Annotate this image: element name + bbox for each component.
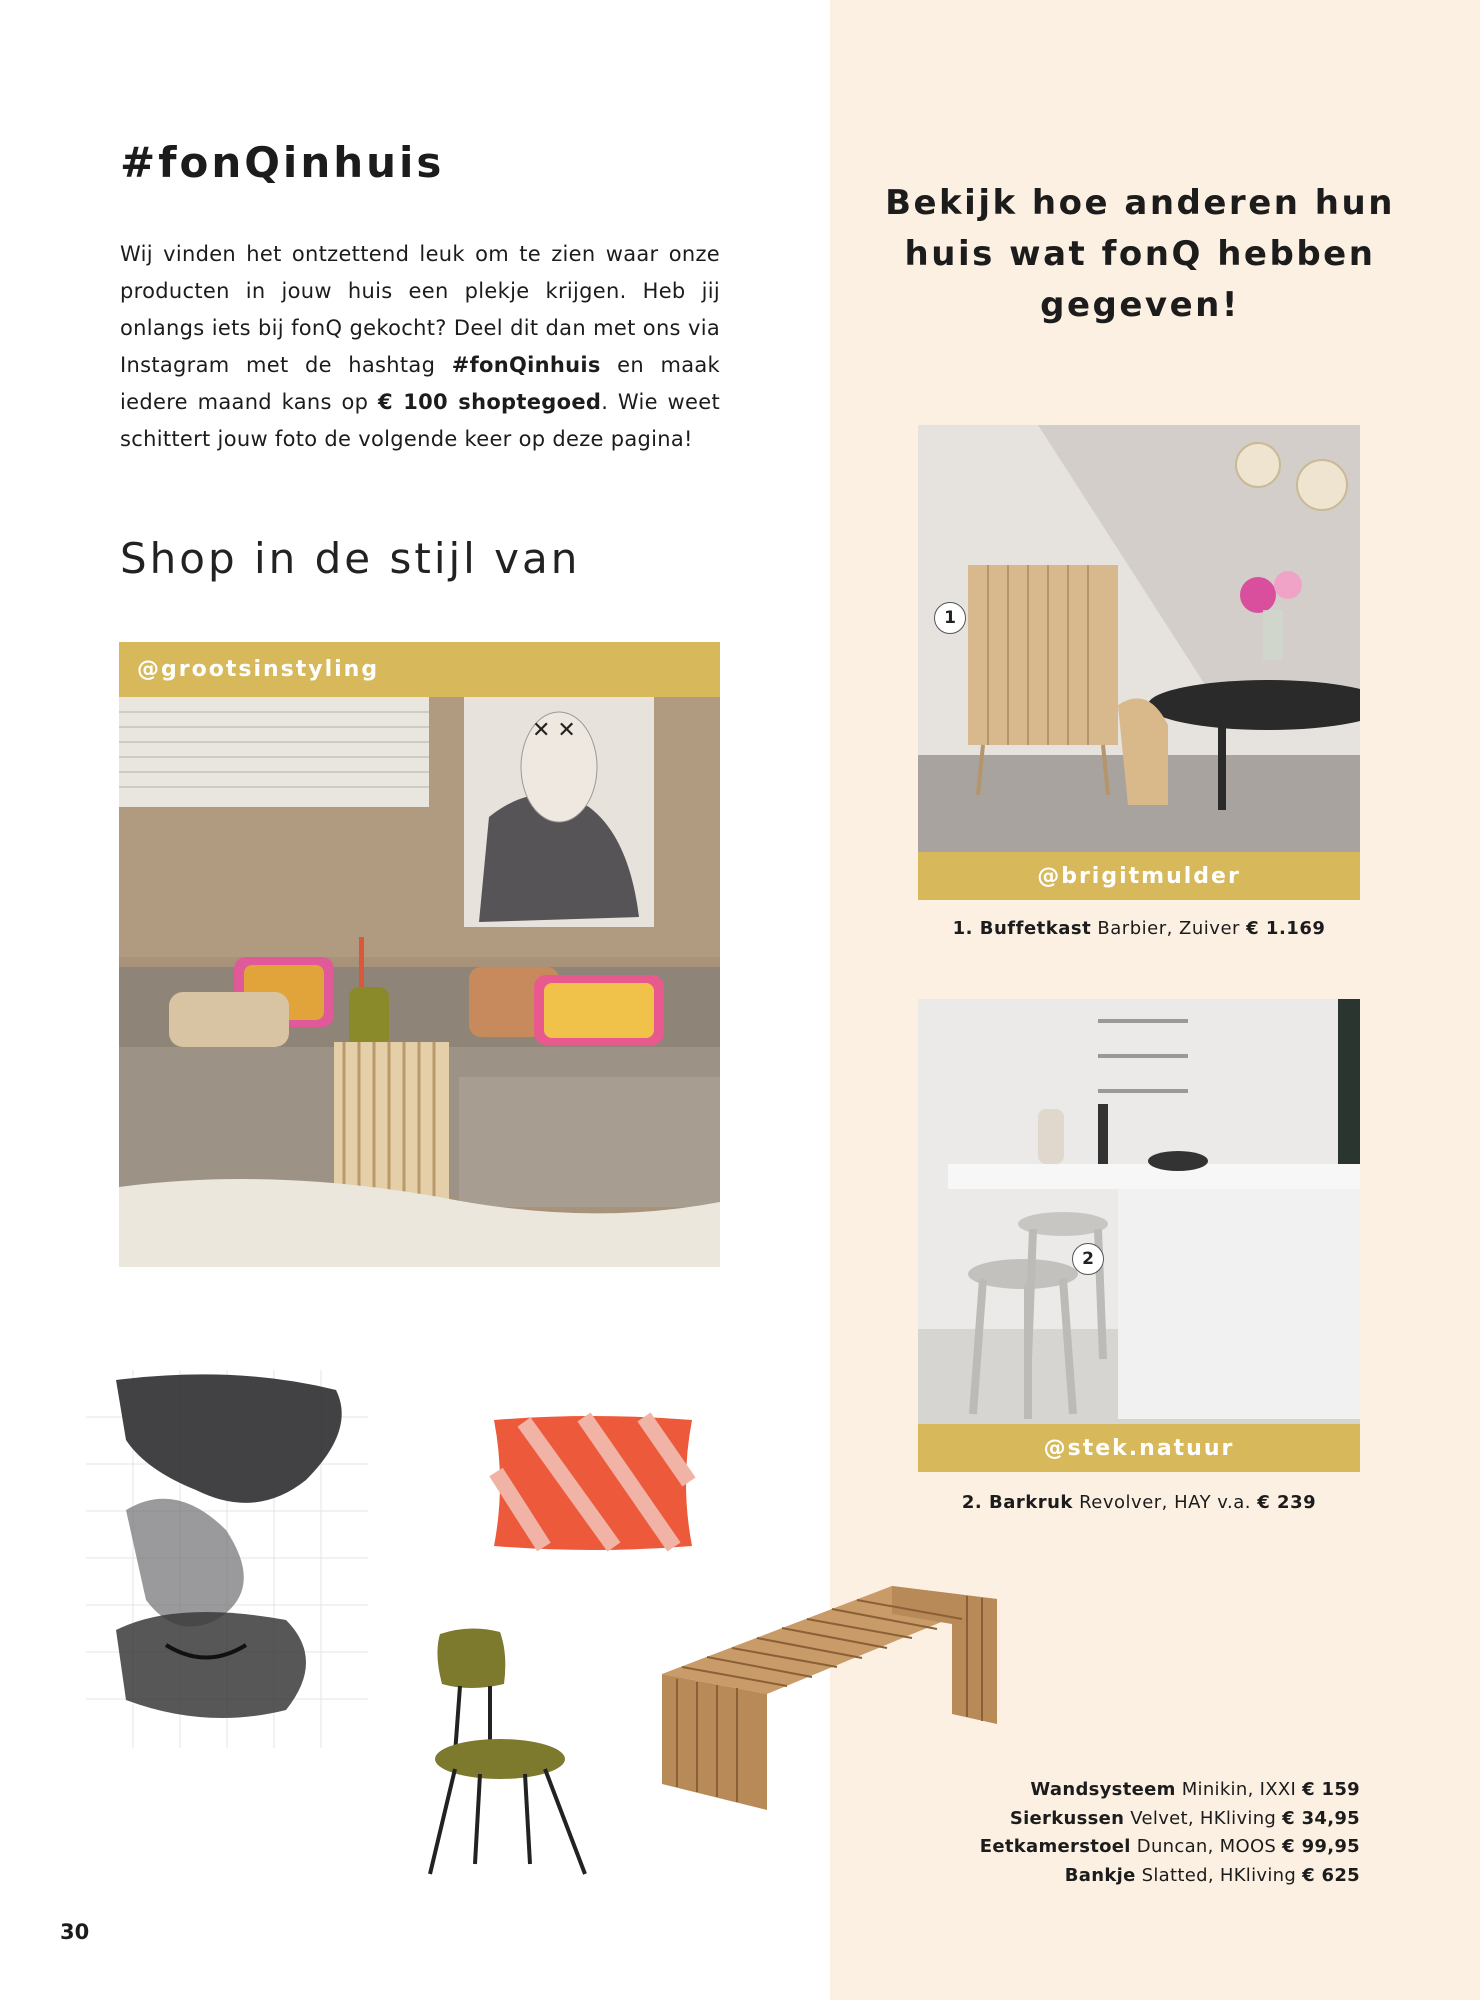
intro-paragraph xyxy=(120,236,720,458)
page-title: #fonQinhuis xyxy=(120,138,445,187)
credit-product-name: Sierkussen xyxy=(1009,1807,1125,1829)
post-1-caption-detail: Barbier, Zuiver xyxy=(1091,918,1247,939)
credit-line xyxy=(980,1805,1360,1834)
post-1-handle[interactable]: @brigitmulder xyxy=(1037,863,1241,889)
intro-hashtag: #fonQinhuis xyxy=(451,353,601,377)
intro-prize: € 100 shoptegoed xyxy=(377,390,602,414)
credit-product-price: € 34,95 xyxy=(1282,1807,1360,1829)
post-2-caption xyxy=(918,1492,1360,1513)
credit-line xyxy=(980,1833,1360,1862)
right-panel-heading: Bekijk hoe anderen hun huis wat fonQ hebben gegeven! xyxy=(885,183,1395,325)
credit-product-detail: Velvet, HKliving xyxy=(1124,1807,1283,1829)
bench-product xyxy=(652,1584,1002,1810)
credit-product-price: € 99,95 xyxy=(1282,1836,1360,1857)
instagram-handle[interactable]: @grootsinstyling xyxy=(137,657,380,682)
product-credits xyxy=(980,1776,1360,1890)
credit-product-detail: Duncan, MOOS xyxy=(1130,1836,1283,1857)
credit-product-detail: Minikin, IXXI xyxy=(1175,1779,1303,1800)
page-number: 30 xyxy=(60,1920,90,1944)
credit-product-name: Wandsysteem xyxy=(1030,1779,1176,1800)
post-2-caption-product: 2. Barkruk xyxy=(961,1492,1073,1513)
svg-text:✕ ✕: ✕ ✕ xyxy=(532,718,576,743)
credit-product-name: Bankje xyxy=(1064,1864,1136,1886)
post-1-caption-price: € 1.169 xyxy=(1246,918,1326,939)
credit-product-name: Eetkamerstoel xyxy=(979,1836,1131,1857)
post-2-caption-detail: Revolver, HAY v.a. xyxy=(1072,1492,1258,1513)
shop-heading: Shop in de stijl van xyxy=(120,534,581,583)
credit-line xyxy=(980,1862,1360,1891)
intro-text-1: Wij vinden het ontzettend leuk om te zien waar onze producten in jouw huis een plekje krijgen. Heb jij onlangs iets bij fonQ gekocht? Deel dit dan met ons via Instagram met de hashtag xyxy=(120,242,720,377)
post-1-handle-bar xyxy=(918,852,1360,900)
post-1-photo xyxy=(918,425,1360,852)
post-2-caption-price: € 239 xyxy=(1257,1492,1317,1513)
post-2-photo xyxy=(918,999,1360,1424)
living-room-photo xyxy=(119,697,720,1267)
intro-text-3: . Wie weet schittert jouw foto de volgende keer op deze pagina! xyxy=(120,390,720,451)
credit-product-price: € 625 xyxy=(1302,1864,1360,1886)
post-2-handle-bar xyxy=(918,1424,1360,1472)
credit-line xyxy=(980,1776,1360,1805)
instagram-handle-bar xyxy=(119,642,720,697)
post-1-badge[interactable]: 1 xyxy=(934,602,966,634)
dining-chair-product xyxy=(420,1624,596,1880)
credit-product-price: € 159 xyxy=(1302,1779,1360,1800)
cushion-product xyxy=(484,1412,702,1554)
post-2-badge[interactable]: 2 xyxy=(1072,1243,1104,1275)
post-1-caption-product: 1. Buffetkast xyxy=(952,918,1092,939)
post-2-handle[interactable]: @stek.natuur xyxy=(1043,1435,1235,1461)
wall-art-product xyxy=(86,1370,368,1748)
credit-product-detail: Slatted, HKliving xyxy=(1135,1864,1303,1886)
intro-text-2: en maak iedere maand kans op xyxy=(120,353,720,414)
post-1-caption xyxy=(918,918,1360,939)
